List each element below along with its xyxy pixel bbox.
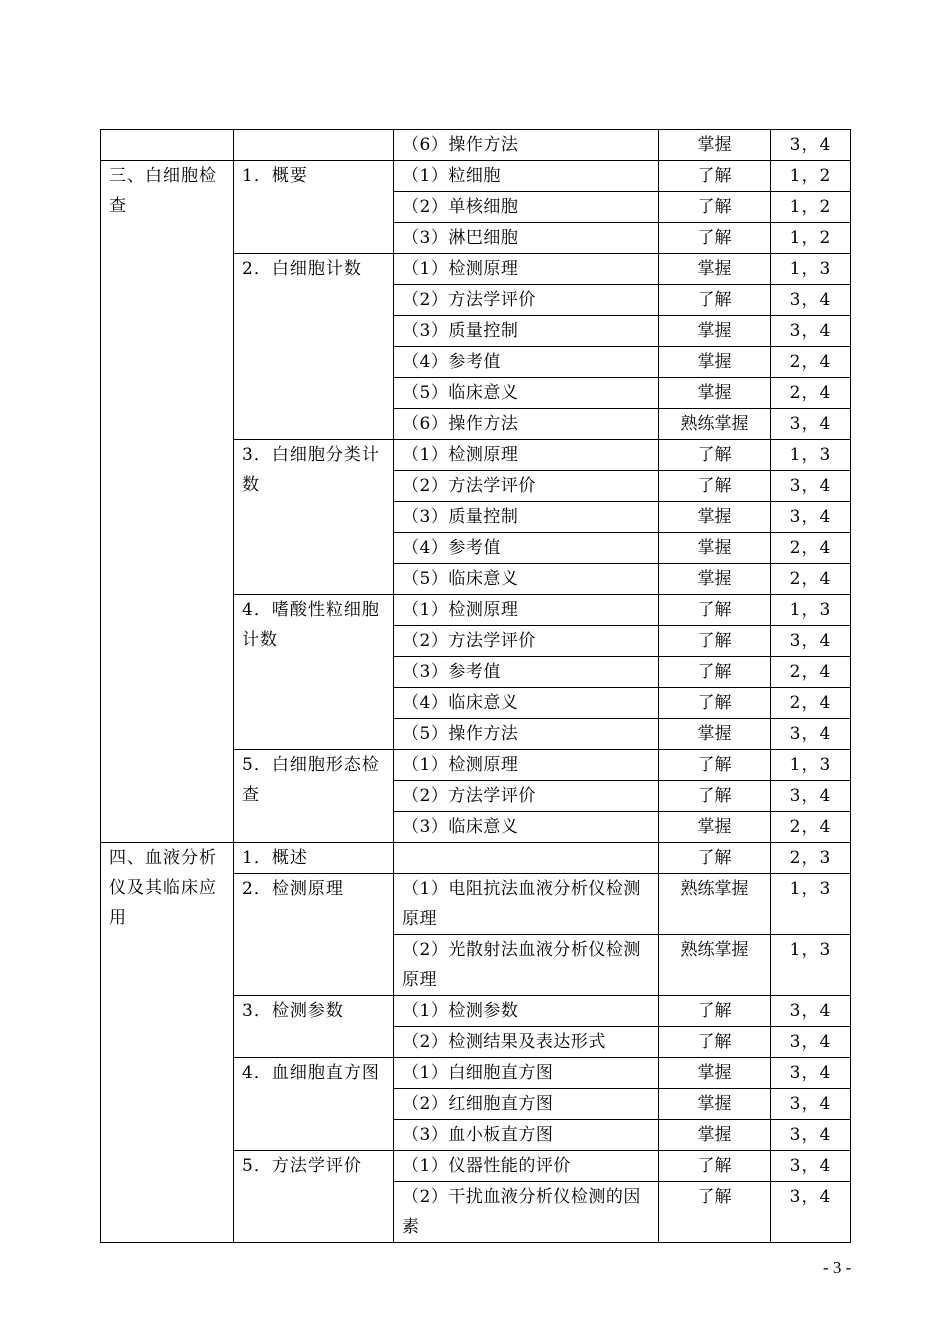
item-cell: 2．检测原理 bbox=[234, 874, 394, 996]
item-cell: 5．方法学评价 bbox=[234, 1151, 394, 1243]
category-cell: 3，4 bbox=[771, 1027, 851, 1058]
content-cell: （1）检测原理 bbox=[394, 595, 659, 626]
content-cell: （2）红细胞直方图 bbox=[394, 1089, 659, 1120]
content-cell: （4）临床意义 bbox=[394, 688, 659, 719]
category-cell: 1，3 bbox=[771, 440, 851, 471]
category-cell: 3，4 bbox=[771, 1089, 851, 1120]
content-cell: （3）血小板直方图 bbox=[394, 1120, 659, 1151]
level-cell: 了解 bbox=[659, 440, 771, 471]
content-cell: （2）方法学评价 bbox=[394, 471, 659, 502]
content-cell: （1）检测原理 bbox=[394, 750, 659, 781]
category-cell: 3，4 bbox=[771, 1151, 851, 1182]
level-cell: 掌握 bbox=[659, 533, 771, 564]
category-cell: 2，3 bbox=[771, 843, 851, 874]
level-cell: 了解 bbox=[659, 1151, 771, 1182]
level-cell: 掌握 bbox=[659, 316, 771, 347]
level-cell: 了解 bbox=[659, 843, 771, 874]
level-cell: 了解 bbox=[659, 781, 771, 812]
page-number: - 3 - bbox=[823, 1258, 852, 1277]
category-cell: 1，3 bbox=[771, 750, 851, 781]
content-cell: （1）检测原理 bbox=[394, 440, 659, 471]
unit-cell: 三、白细胞检查 bbox=[101, 161, 234, 843]
category-cell: 3，4 bbox=[771, 781, 851, 812]
category-cell: 3，4 bbox=[771, 1182, 851, 1243]
category-cell: 1，2 bbox=[771, 161, 851, 192]
unit-cell bbox=[101, 130, 234, 161]
level-cell: 掌握 bbox=[659, 719, 771, 750]
unit-cell: 四、血液分析仪及其临床应用 bbox=[101, 843, 234, 1243]
content-cell: （3）质量控制 bbox=[394, 316, 659, 347]
category-cell: 3，4 bbox=[771, 409, 851, 440]
level-cell: 掌握 bbox=[659, 1058, 771, 1089]
category-cell: 3，4 bbox=[771, 285, 851, 316]
level-cell: 了解 bbox=[659, 1027, 771, 1058]
level-cell: 了解 bbox=[659, 192, 771, 223]
content-cell bbox=[394, 843, 659, 874]
level-cell: 掌握 bbox=[659, 254, 771, 285]
level-cell: 了解 bbox=[659, 626, 771, 657]
category-cell: 1，2 bbox=[771, 223, 851, 254]
item-cell bbox=[234, 130, 394, 161]
item-cell: 3．白细胞分类计数 bbox=[234, 440, 394, 595]
level-cell: 熟练掌握 bbox=[659, 409, 771, 440]
category-cell: 1，3 bbox=[771, 935, 851, 996]
category-cell: 1，2 bbox=[771, 192, 851, 223]
content-cell: （1）检测原理 bbox=[394, 254, 659, 285]
category-cell: 3，4 bbox=[771, 719, 851, 750]
content-cell: （1）电阻抗法血液分析仪检测原理 bbox=[394, 874, 659, 935]
level-cell: 掌握 bbox=[659, 1089, 771, 1120]
category-cell: 3，4 bbox=[771, 626, 851, 657]
category-cell: 1，3 bbox=[771, 874, 851, 935]
level-cell: 了解 bbox=[659, 1182, 771, 1243]
item-cell: 5．白细胞形态检查 bbox=[234, 750, 394, 843]
content-cell: （1）检测参数 bbox=[394, 996, 659, 1027]
level-cell: 了解 bbox=[659, 688, 771, 719]
content-cell: （5）临床意义 bbox=[394, 564, 659, 595]
syllabus-table-body bbox=[101, 130, 851, 1243]
content-cell: （4）参考值 bbox=[394, 347, 659, 378]
content-cell: （6）操作方法 bbox=[394, 130, 659, 161]
level-cell: 掌握 bbox=[659, 564, 771, 595]
content-cell: （3）淋巴细胞 bbox=[394, 223, 659, 254]
content-cell: （2）检测结果及表达形式 bbox=[394, 1027, 659, 1058]
category-cell: 3，4 bbox=[771, 1058, 851, 1089]
content-cell: （6）操作方法 bbox=[394, 409, 659, 440]
table-row bbox=[101, 130, 851, 161]
category-cell: 2，4 bbox=[771, 378, 851, 409]
category-cell: 3，4 bbox=[771, 130, 851, 161]
level-cell: 了解 bbox=[659, 471, 771, 502]
level-cell: 了解 bbox=[659, 223, 771, 254]
content-cell: （4）参考值 bbox=[394, 533, 659, 564]
category-cell: 2，4 bbox=[771, 533, 851, 564]
level-cell: 掌握 bbox=[659, 347, 771, 378]
content-cell: （3）临床意义 bbox=[394, 812, 659, 843]
syllabus-table bbox=[100, 129, 851, 1243]
content-cell: （2）方法学评价 bbox=[394, 781, 659, 812]
category-cell: 2，4 bbox=[771, 347, 851, 378]
content-cell: （3）质量控制 bbox=[394, 502, 659, 533]
level-cell: 掌握 bbox=[659, 130, 771, 161]
level-cell: 掌握 bbox=[659, 1120, 771, 1151]
level-cell: 熟练掌握 bbox=[659, 874, 771, 935]
level-cell: 了解 bbox=[659, 161, 771, 192]
item-cell: 1．概要 bbox=[234, 161, 394, 254]
content-cell: （1）白细胞直方图 bbox=[394, 1058, 659, 1089]
level-cell: 掌握 bbox=[659, 812, 771, 843]
content-cell: （1）粒细胞 bbox=[394, 161, 659, 192]
level-cell: 了解 bbox=[659, 750, 771, 781]
content-cell: （5）操作方法 bbox=[394, 719, 659, 750]
content-cell: （3）参考值 bbox=[394, 657, 659, 688]
table-row bbox=[101, 161, 851, 192]
category-cell: 3，4 bbox=[771, 316, 851, 347]
level-cell: 掌握 bbox=[659, 502, 771, 533]
content-cell: （2）方法学评价 bbox=[394, 626, 659, 657]
item-cell: 4．嗜酸性粒细胞计数 bbox=[234, 595, 394, 750]
category-cell: 2，4 bbox=[771, 657, 851, 688]
category-cell: 1，3 bbox=[771, 595, 851, 626]
content-cell: （2）光散射法血液分析仪检测原理 bbox=[394, 935, 659, 996]
category-cell: 2，4 bbox=[771, 812, 851, 843]
level-cell: 了解 bbox=[659, 996, 771, 1027]
level-cell: 了解 bbox=[659, 285, 771, 316]
category-cell: 3，4 bbox=[771, 1120, 851, 1151]
content-cell: （2）方法学评价 bbox=[394, 285, 659, 316]
category-cell: 3，4 bbox=[771, 471, 851, 502]
item-cell: 4．血细胞直方图 bbox=[234, 1058, 394, 1151]
category-cell: 2，4 bbox=[771, 564, 851, 595]
level-cell: 了解 bbox=[659, 595, 771, 626]
category-cell: 1，3 bbox=[771, 254, 851, 285]
item-cell: 3．检测参数 bbox=[234, 996, 394, 1058]
item-cell: 2．白细胞计数 bbox=[234, 254, 394, 440]
level-cell: 掌握 bbox=[659, 378, 771, 409]
content-cell: （1）仪器性能的评价 bbox=[394, 1151, 659, 1182]
category-cell: 3，4 bbox=[771, 502, 851, 533]
category-cell: 3，4 bbox=[771, 996, 851, 1027]
table-row bbox=[101, 843, 851, 874]
level-cell: 熟练掌握 bbox=[659, 935, 771, 996]
content-cell: （2）干扰血液分析仪检测的因素 bbox=[394, 1182, 659, 1243]
category-cell: 2，4 bbox=[771, 688, 851, 719]
content-cell: （2）单核细胞 bbox=[394, 192, 659, 223]
level-cell: 了解 bbox=[659, 657, 771, 688]
item-cell: 1．概述 bbox=[234, 843, 394, 874]
content-cell: （5）临床意义 bbox=[394, 378, 659, 409]
